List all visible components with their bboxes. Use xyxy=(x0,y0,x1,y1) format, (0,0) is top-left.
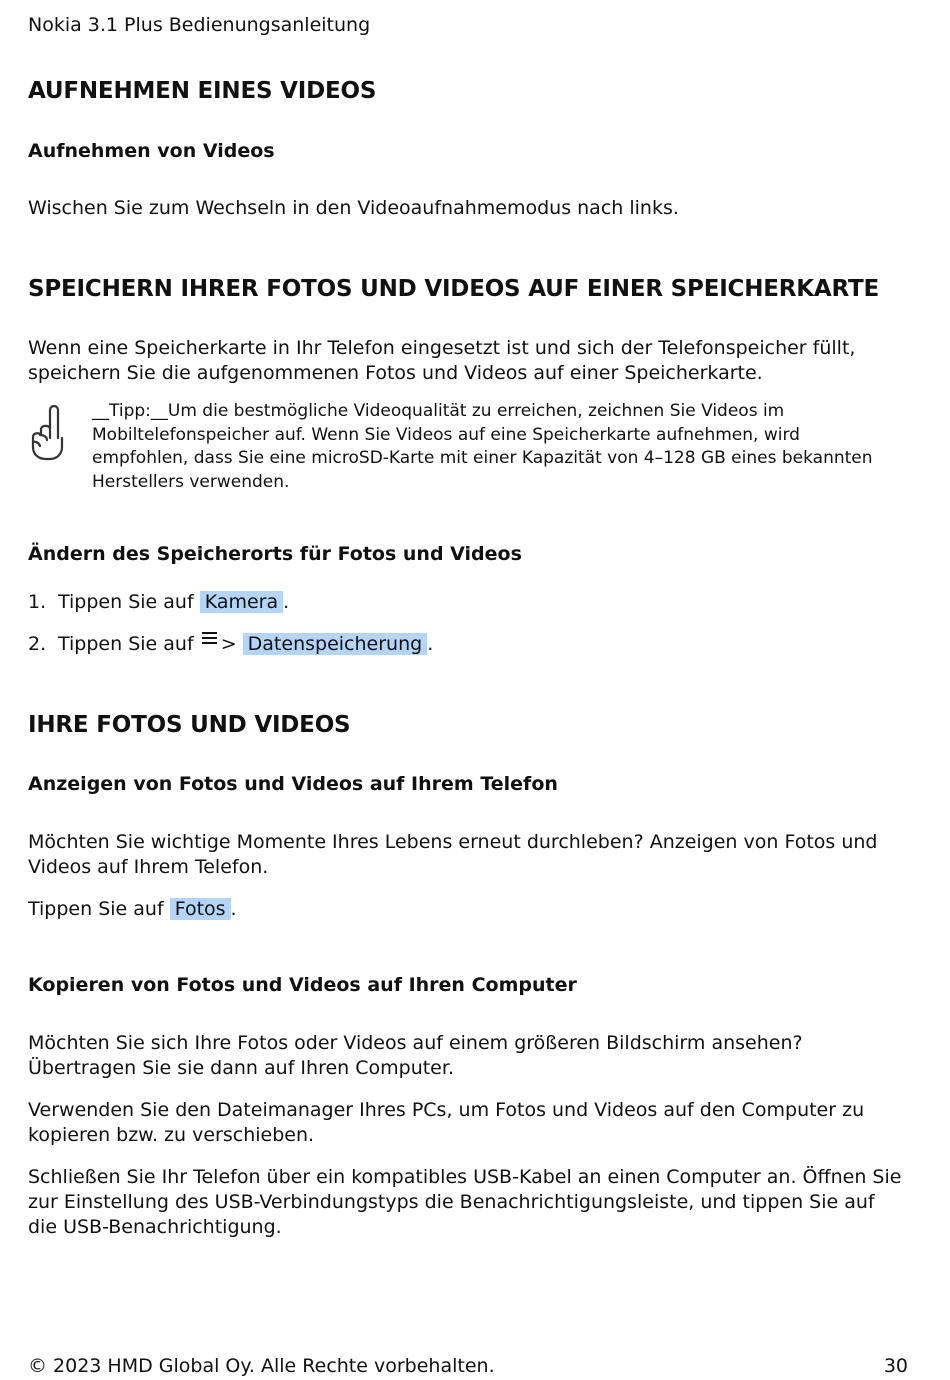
heading-your-photos: IHRE FOTOS UND VIDEOS xyxy=(28,712,351,738)
step-number: 1. xyxy=(28,591,47,613)
running-header: Nokia 3.1 Plus Bedienungsanleitung xyxy=(28,14,371,36)
subheading-view-photos: Anzeigen von Fotos und Videos auf Ihrem Telefon xyxy=(28,773,558,795)
step-text: Tippen Sie auf xyxy=(58,633,194,655)
data-storage-setting[interactable]: Datenspeicherung xyxy=(243,633,428,655)
separator: > xyxy=(220,633,237,655)
step-2 xyxy=(28,632,903,657)
heading-record-video: AUFNEHMEN EINES VIDEOS xyxy=(28,78,377,104)
paragraph-swipe-mode: Wischen Sie zum Wechseln in den Videoaufnahmemodus nach links. xyxy=(28,197,679,219)
step-1 xyxy=(28,590,903,615)
tip-text: __Tipp:__Um die bestmögliche Videoqualität zu erreichen, zeichnen Sie Videos im Mobiltelefonspeicher auf. Wenn Sie Videos auf eine Speicherkarte aufnehmen, wird empfohlen, dass Sie eine microSD-Karte mit einer Kapazität von 4–128 GB eines bekannten Herstellers verwenden. xyxy=(92,401,873,492)
step-number: 2. xyxy=(28,633,47,655)
photos-app-link[interactable]: Fotos xyxy=(170,898,231,920)
page-number: 30 xyxy=(883,1355,908,1377)
step-suffix: . xyxy=(283,591,290,613)
heading-save-to-memory-card: SPEICHERN IHRER FOTOS UND VIDEOS AUF EINER SPEICHERKARTE xyxy=(28,276,880,302)
hand-pointing-icon xyxy=(28,404,66,462)
tap-text: Tippen Sie auf xyxy=(28,898,164,920)
subheading-change-storage: Ändern des Speicherorts für Fotos und Videos xyxy=(28,543,522,565)
paragraph-view-photos: Möchten Sie wichtige Momente Ihres Lebens erneut durchleben? Anzeigen von Fotos und Videos auf Ihrem Telefon. xyxy=(28,831,878,878)
paragraph-tap-photos xyxy=(28,897,903,922)
step-suffix: . xyxy=(427,633,434,655)
paragraph-bigger-screen: Möchten Sie sich Ihre Fotos oder Videos auf einem größeren Bildschirm ansehen? Übertragen Sie sie dann auf Ihren Computer. xyxy=(28,1032,803,1079)
subheading-copy-to-computer: Kopieren von Fotos und Videos auf Ihren Computer xyxy=(28,974,577,996)
paragraph-file-manager: Verwenden Sie den Dateimanager Ihres PCs, um Fotos und Videos auf den Computer zu kopieren bzw. zu verschieben. xyxy=(28,1099,865,1146)
tap-suffix: . xyxy=(230,898,237,920)
subheading-record-videos: Aufnehmen von Videos xyxy=(28,140,275,162)
menu-icon[interactable] xyxy=(202,632,217,647)
step-text: Tippen Sie auf xyxy=(58,591,194,613)
paragraph-memory-card: Wenn eine Speicherkarte in Ihr Telefon eingesetzt ist und sich der Telefonspeicher füllt, speichern Sie die aufgenommenen Fotos und Videos auf einer Speicherkarte. xyxy=(28,337,856,384)
camera-app-link[interactable]: Kamera xyxy=(200,591,283,613)
paragraph-usb-connect: Schließen Sie Ihr Telefon über ein kompatibles USB-Kabel an einen Computer an. Öffnen Sie zur Einstellung des USB-Verbindungstyps die Benachrichtigungsleiste, und tippen Sie auf die USB-Benachrichtigung. xyxy=(28,1166,902,1238)
footer-copyright: © 2023 HMD Global Oy. Alle Rechte vorbehalten. xyxy=(28,1355,495,1377)
